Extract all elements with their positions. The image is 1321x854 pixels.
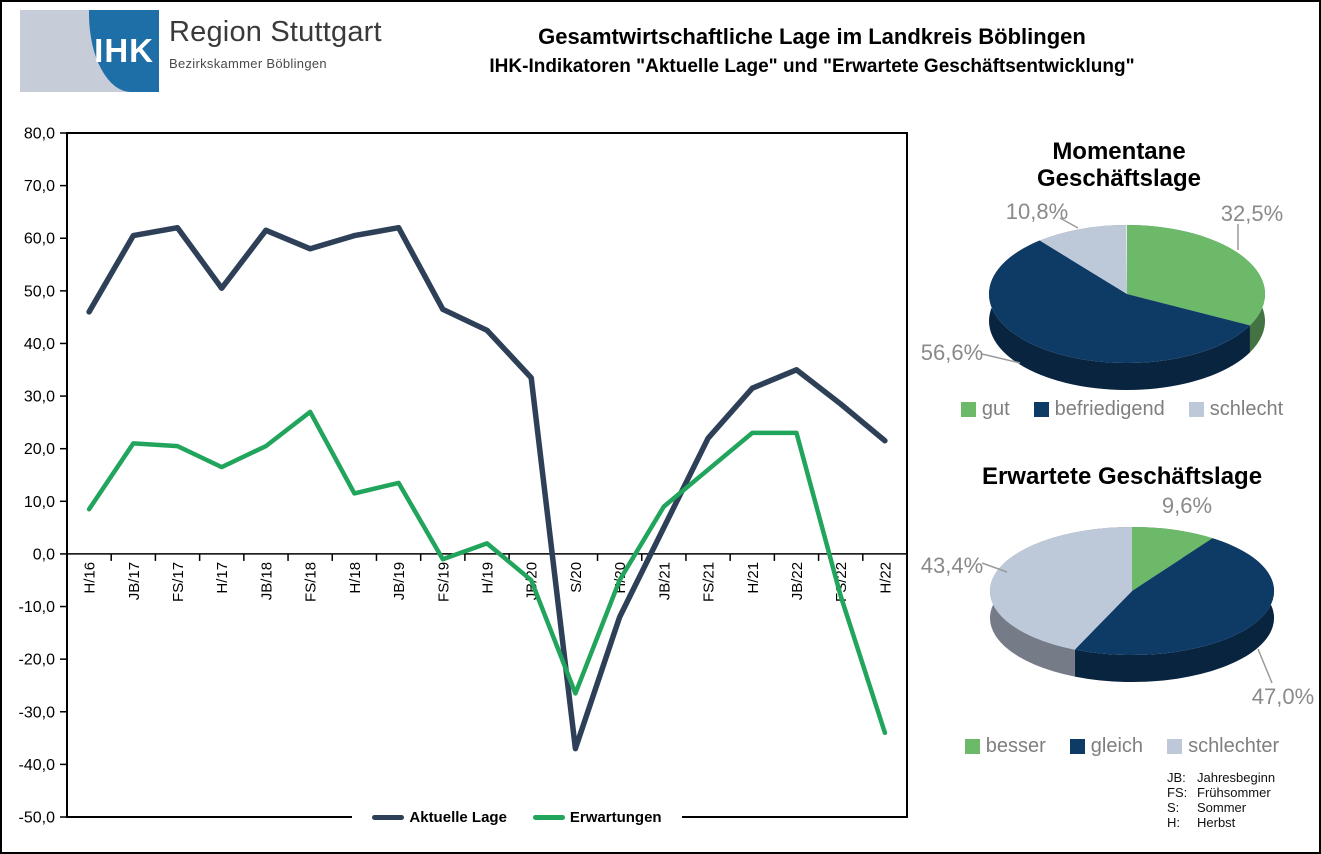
legend-label: befriedigend <box>1054 398 1165 420</box>
y-tick-label: 80,0 <box>23 127 55 143</box>
x-axis-label: JB/20 <box>523 561 541 601</box>
page-subtitle: IHK-Indikatoren "Aktuelle Lage" und "Erwartete Geschäftsentwicklung" <box>489 56 1135 77</box>
y-tick-label: 0,0 <box>32 546 55 564</box>
pie2-label-schlechter: 43,4% <box>920 553 984 578</box>
pie2-legend-gleich <box>1070 735 1143 758</box>
y-tick-label: 70,0 <box>23 178 55 196</box>
pie2-legend-schlechter <box>1167 735 1279 758</box>
y-tick-label: 20,0 <box>23 441 55 459</box>
x-axis-label: JB/17 <box>125 561 143 601</box>
series-line-aktuelle-lage <box>89 228 885 749</box>
y-tick-label: 40,0 <box>23 335 55 353</box>
x-axis-label: H/18 <box>346 561 364 594</box>
gut-swatch <box>961 402 976 417</box>
y-tick-label: -30,0 <box>18 704 55 722</box>
pie1-label-schlecht: 10,8% <box>1005 199 1069 224</box>
x-axis-label: FS/18 <box>302 561 320 602</box>
schlecht-swatch <box>1189 402 1204 417</box>
key-abbr: JB: <box>1167 770 1186 785</box>
besser-swatch <box>965 739 980 754</box>
legend-label: besser <box>985 735 1046 757</box>
pie2-legend-besser <box>965 735 1046 758</box>
logo-region-title: Region Stuttgart <box>169 16 382 48</box>
pie1-title: Momentane Geschäftslage <box>1036 138 1202 192</box>
page-title: Gesamtwirtschaftliche Lage im Landkreis Böblingen <box>538 24 1086 49</box>
key-row <box>1167 785 1275 800</box>
key-abbr: S: <box>1167 800 1180 815</box>
pie2-legend <box>922 735 1321 758</box>
key-row <box>1167 815 1275 830</box>
schlechter-swatch <box>1167 739 1182 754</box>
logo-caption <box>169 16 429 71</box>
key-name: Herbst <box>1197 815 1236 830</box>
ihk-logo-text: IHK <box>94 32 154 69</box>
x-axis-label: FS/22 <box>833 561 851 602</box>
line-chart <box>2 127 922 842</box>
pie1-legend-befriedigend <box>1034 398 1165 421</box>
plot-border <box>67 133 907 817</box>
chart-title-block <box>432 24 1192 78</box>
pie1-legend-schlecht <box>1189 398 1283 421</box>
legend-label: schlecht <box>1209 398 1284 420</box>
pie1-label-befriedigend: 56,6% <box>920 340 984 365</box>
x-axis-label: JB/22 <box>788 561 806 601</box>
pie1-legend-gut <box>961 398 1010 421</box>
logo-region-subtitle: Bezirkskammer Böblingen <box>169 56 327 71</box>
x-axis-label: H/17 <box>214 561 232 594</box>
x-axis-label: JB/18 <box>258 561 276 601</box>
pie2-label-besser: 9,6% <box>1161 493 1213 518</box>
season-abbreviation-key <box>1167 770 1275 830</box>
x-axis-label: FS/17 <box>170 561 188 602</box>
legend-item-erwartungen <box>533 809 662 826</box>
legend-label: gleich <box>1090 735 1144 757</box>
pie1-label-gut: 32,5% <box>1220 201 1284 226</box>
legend-label: Erwartungen <box>569 808 662 826</box>
y-tick-label: 30,0 <box>23 388 55 406</box>
x-axis-label: S/20 <box>567 561 585 593</box>
legend-label: schlechter <box>1188 735 1280 757</box>
pie-chart-momentane-geschaeftslage <box>922 202 1321 402</box>
key-abbr: FS: <box>1167 785 1188 800</box>
y-tick-label: -50,0 <box>18 809 55 827</box>
y-tick-label: -20,0 <box>18 651 55 669</box>
aktuelle-lage-line-swatch <box>372 815 404 820</box>
x-axis-label: H/19 <box>479 561 497 594</box>
key-name: Frühsommer <box>1197 785 1271 800</box>
y-tick-label: -10,0 <box>18 599 55 617</box>
key-name: Jahresbeginn <box>1197 770 1276 785</box>
key-abbr: H: <box>1167 815 1180 830</box>
x-axis-label: JB/21 <box>656 561 674 601</box>
legend-item-aktuelle-lage <box>372 809 507 826</box>
erwartungen-line-swatch <box>533 815 565 820</box>
x-axis-label: FS/19 <box>435 561 453 602</box>
legend-label: Aktuelle Lage <box>409 808 507 826</box>
gleich-swatch <box>1070 739 1085 754</box>
label-leader-line <box>1258 649 1272 683</box>
y-tick-label: 50,0 <box>23 283 55 301</box>
key-row <box>1167 800 1275 815</box>
pie2-title: Erwartete Geschäftslage <box>981 463 1263 490</box>
x-axis-label: JB/19 <box>391 561 409 601</box>
x-axis-label: H/22 <box>877 561 895 594</box>
y-tick-label: 60,0 <box>23 230 55 248</box>
y-tick-label: 10,0 <box>23 493 55 511</box>
line-chart-legend <box>352 803 682 831</box>
legend-label: gut <box>981 398 1010 420</box>
pie-chart-erwartete-geschaeftslage <box>922 497 1321 712</box>
ihk-logo <box>20 10 159 92</box>
key-row <box>1167 770 1275 785</box>
x-axis-label: H/16 <box>81 561 99 594</box>
x-axis-label: FS/21 <box>700 561 718 602</box>
key-name: Sommer <box>1197 800 1247 815</box>
x-axis-label: H/21 <box>744 561 762 594</box>
pie1-legend <box>922 398 1321 421</box>
befriedigend-swatch <box>1034 402 1049 417</box>
y-tick-label: -40,0 <box>18 756 55 774</box>
x-axis-label: H/20 <box>612 561 630 594</box>
pie2-label-gleich: 47,0% <box>1251 684 1315 709</box>
ihk-logo-blue-block <box>89 10 159 92</box>
